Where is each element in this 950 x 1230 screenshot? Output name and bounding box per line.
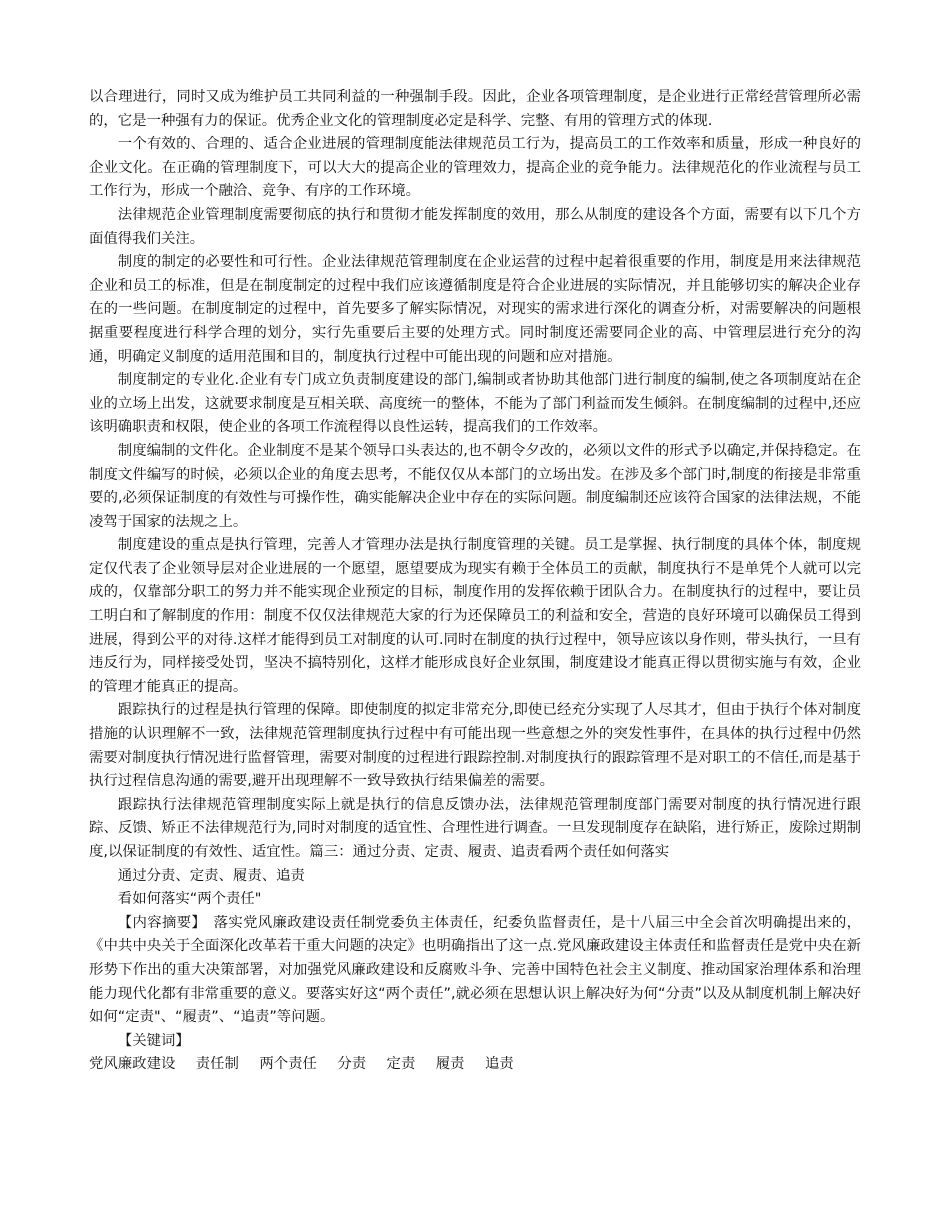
keyword: 履责	[435, 1056, 465, 1073]
paragraph: 法律规范企业管理制度需要彻底的执行和贯彻才能发挥制度的效用，那么从制度的建设各个方面，需要有以下几个方面值得我们关注。	[89, 206, 861, 247]
paragraph: 跟踪执行法律规范管理制度实际上就是执行的信息反馈办法，法律规范管理制度部门需要对制度的执行情况进行跟踪、反馈、矫正不法律规范行为,同时对制度的适宜性、合理性进行调查。一旦发现制度存在缺陷，进行矫正，废除过期制度,以保证制度的有效性、适宜性。篇三：通过分责、定责、履责、追责看两个责任如何落实	[89, 796, 861, 860]
keywords-heading: 【关键词】	[117, 1032, 190, 1049]
section-title-line-2: 看如何落实“两个责任"	[117, 891, 262, 908]
paragraph: 跟踪执行的过程是执行管理的保障。即使制度的拟定非常充分,即使已经充分实现了人尽其才，但由于执行个体对制度措施的认识理解不一致，法律规范管理制度执行过程中有可能出现一些意想之外的突发性事件，在具体的执行过程中仍然需要对制度执行情况进行监督管理，需要对制度的过程进行跟踪控制.对制度执行的跟踪管理不是对职工的不信任,而是基于执行过程信息沟通的需要,避开出现理解不一致导致执行结果偏差的需要。	[89, 702, 861, 790]
keyword: 追责	[484, 1056, 514, 1073]
paragraph: 以合理进行，同时又成为维护员工共同利益的一种强制手段。因此，企业各项管理制度，是企业进行正常经营管理所必需的，它是一种强有力的保证。优秀企业文化的管理制度必定是科学、完整、有用的管理方式的体现.	[89, 89, 861, 129]
paragraph: 制度的制定的必要性和可行性。企业法律规范管理制度在企业运营的过程中起着很重要的作用，制度是用来法律规范企业和员工的标准，但是在制度制定的过程中我们应该遵循制度是符合企业进展的实际情况，并且能够切实的解决企业存在的一些问题。在制度制定的过程中，首先要多了解实际情况，对现实的需求进行深化的调查分析，对需要解决的问题根据重要程度进行科学合理的划分，实行先重要后主要的处理方式。同时制度还需要同企业的高、中管理层进行充分的沟通，明确定义制度的适用范围和目的，制度执行过程中可能出现的问题和应对措施。	[89, 254, 861, 365]
paragraph: 制度制定的专业化.企业有专门成立负责制度建设的部门,编制或者协助其他部门进行制度的编制,使之各项制度站在企业的立场上出发，这就要求制度是互相关联、高度统一的整体，不能为了部门利益而发生倾斜。在制度编制的过程中,还应该明确职责和权限，使企业的各项工作流程得以良性运转，提高我们的工作效率。	[89, 372, 861, 436]
paragraph: 制度编制的文件化。企业制度不是某个领导口头表达的,也不朝令夕改的，必须以文件的形式予以确定,并保持稳定。在制度文件编写的时候，必须以企业的角度去思考，不能仅仅从本部门的立场出发。在涉及多个部门时,制度的衔接是非常重要的,必须保证制度的有效性与可操作性，确实能解决企业中存在的实际问题。制度编制还应该符合国家的法律法规，不能凌驾于国家的法规之上。	[89, 442, 861, 530]
keywords-list	[89, 1053, 861, 1077]
paragraph: 一个有效的、合理的、适合企业进展的管理制度能法律规范员工行为，提高员工的工作效率和质量，形成一种良好的企业文化。在正确的管理制度下，可以大大的提高企业的管理效力，提高企业的竞争能力。法律规范化的作业流程与员工工作行为，形成一个融洽、竞争、有序的工作环境。	[89, 136, 861, 200]
paragraph: 制度建设的重点是执行管理，完善人才管理办法是执行制度管理的关键。员工是掌握、执行制度的具体个体，制度规定仅代表了企业领导层对企业进展的一个愿望，愿望要成为现实有赖于全体员工的贡献，制度执行不是单凭个人就可以完成的，仅靠部分职工的努力并不能实现企业预定的目标，制度作用的发挥依赖于团队合力。在制度执行的过程中，要让员工明白和了解制度的作用：制度不仅仅法律规范大家的行为还保障员工的利益和安全，营造的良好环境可以确保员工得到进展，得到公平的对待.这样才能得到员工对制度的认可.同时在制度的执行过程中，领导应该以身作则，带头执行，一旦有违反行为，同样接受处罚，坚决不搞特别化，这样才能形成良好企业氛围，制度建设才能真正得以贯彻实施与有效，企业的管理才能真正的提高。	[89, 537, 861, 695]
keyword: 定责	[386, 1056, 416, 1073]
keyword: 分责	[337, 1056, 367, 1073]
abstract-paragraph: 【内容摘要】 落实党风廉政建设责任制党委负主体责任，纪委负监督责任，是十八届三中全会首次明确提出来的，《中共中央关于全面深化改革若干重大问题的决定》也明确指出了这一点.党风廉政建设主体责任和监督责任是党中央在新形势下作出的重大决策部署，对加强党风廉政建设和反腐败斗争、完善中国特色社会主义制度、推动国家治理体系和治理能力现代化都有非常重要的意义。要落实好这“两个责任”,就必须在思想认识上解决好为何“分责”以及从制度机制上解决好如何“定责"、“履责”、“追责”等问题。	[89, 914, 861, 1026]
keyword: 责任制	[195, 1056, 239, 1073]
section-title-line-1: 通过分责、定责、履责、追责	[117, 867, 305, 884]
document-body	[89, 86, 861, 1077]
keyword: 党风廉政建设	[89, 1056, 176, 1073]
keyword: 两个责任	[259, 1056, 317, 1073]
